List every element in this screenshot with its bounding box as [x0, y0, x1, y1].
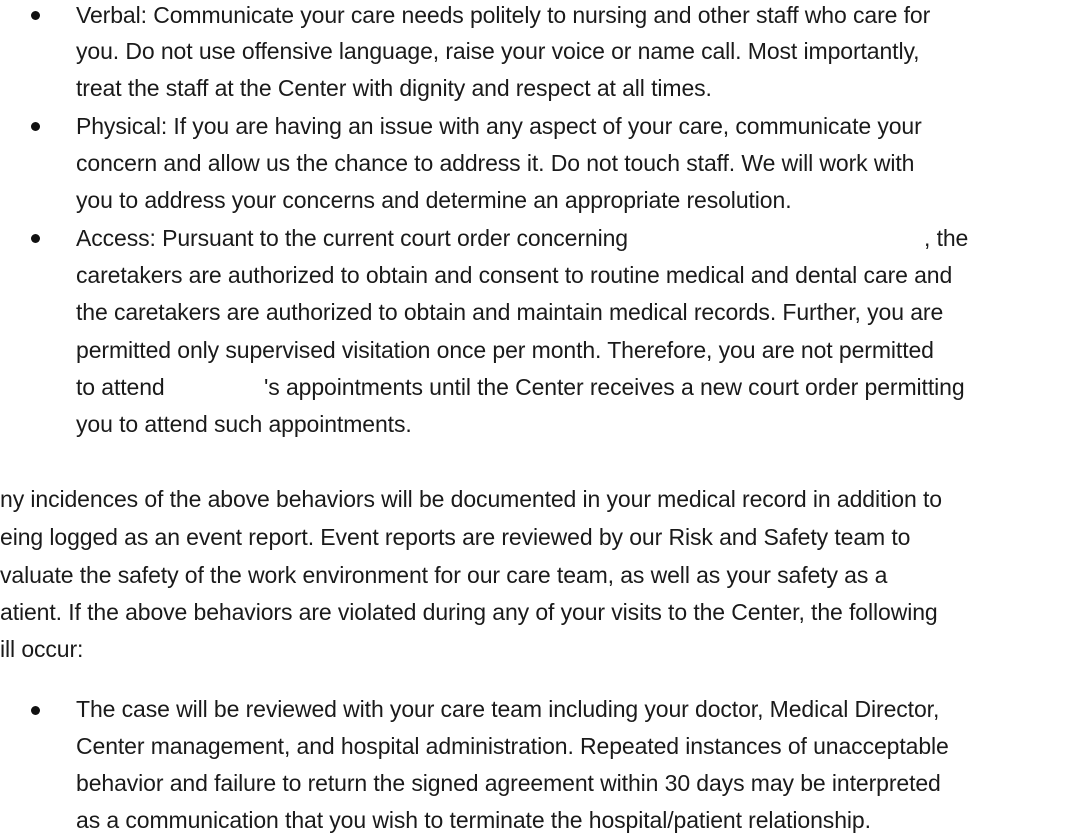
physical-line-2: concern and allow us the chance to address it. Do not touch staff. We will work with [76, 150, 915, 176]
paragraph-line-3: valuate the safety of the work environment for our care team, as well as your safety as a [0, 562, 888, 588]
review-line-2: Center management, and hospital administration. Repeated instances of unacceptable [76, 733, 949, 759]
review-line-4: as a communication that you wish to terminate the hospital/patient relationship. [76, 807, 871, 833]
review-line-3: behavior and failure to return the signed agreement within 30 days may be interpreted [76, 770, 941, 796]
verbal-line-3: treat the staff at the Center with dignity and respect at all times. [76, 75, 712, 101]
paragraph-line-4: atient. If the above behaviors are violated during any of your visits to the Center, the following [0, 599, 938, 625]
access-line-3: the caretakers are authorized to obtain and maintain medical records. Further, you are [76, 299, 944, 325]
access-line-1-tail: , the [924, 225, 969, 251]
bullet-verbal [31, 11, 40, 20]
access-line-4: permitted only supervised visitation once per month. Therefore, you are not permitted [76, 337, 934, 363]
access-line-6: you to attend such appointments. [76, 411, 412, 437]
review-line-1: The case will be reviewed with your care team including your doctor, Medical Director, [76, 696, 940, 722]
bullet-physical [31, 122, 40, 131]
access-line-2: caretakers are authorized to obtain and consent to routine medical and dental care and [76, 262, 953, 288]
paragraph-line-5: ill occur: [0, 636, 84, 662]
verbal-line-1: Verbal: Communicate your care needs politely to nursing and other staff who care for [76, 2, 931, 28]
paragraph-line-2: eing logged as an event report. Event reports are reviewed by our Risk and Safety team to [0, 524, 911, 550]
physical-line-1: Physical: If you are having an issue with any aspect of your care, communicate your [76, 113, 922, 139]
bullet-access [31, 234, 40, 243]
physical-line-3: you to address your concerns and determine an appropriate resolution. [76, 187, 792, 213]
paragraph-line-1: ny incidences of the above behaviors will be documented in your medical record in addition to [0, 486, 942, 512]
bullet-review [31, 706, 40, 715]
access-line-1: Access: Pursuant to the current court order concerning [76, 225, 628, 251]
access-line-5-start: to attend [76, 374, 165, 400]
access-line-5-end: 's appointments until the Center receives a new court order permitting [264, 374, 965, 400]
verbal-line-2: you. Do not use offensive language, raise your voice or name call. Most importantly, [76, 38, 920, 64]
